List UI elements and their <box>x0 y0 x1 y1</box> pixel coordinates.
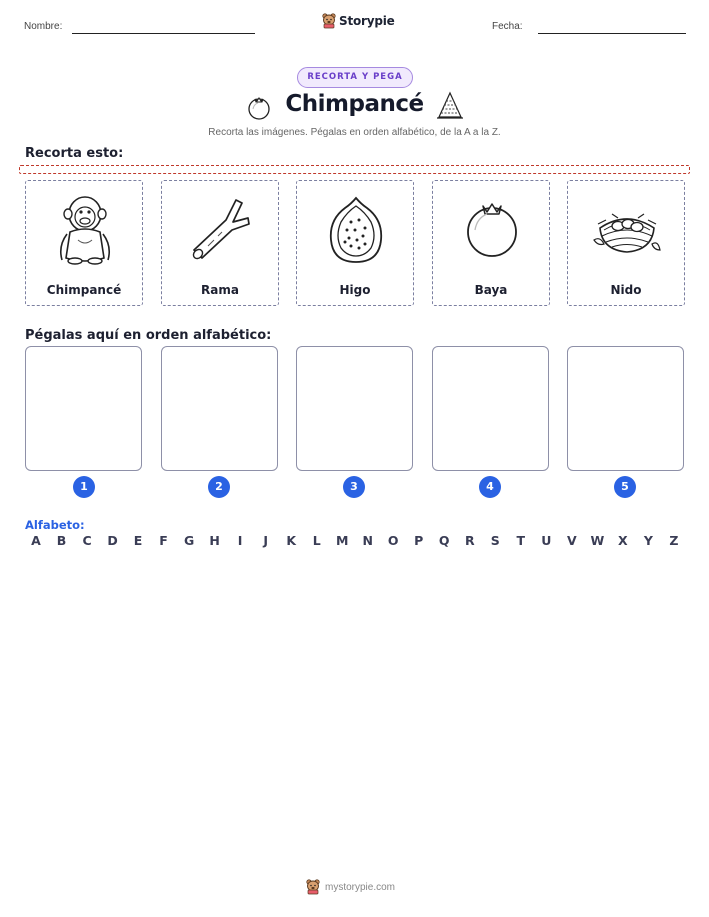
alphabet-letter: O <box>387 533 399 548</box>
alphabet-letter: B <box>56 533 67 548</box>
cut-section-label: Recorta esto: <box>25 146 124 161</box>
storypie-bear-icon <box>306 879 320 895</box>
instructions: Recorta las imágenes. Pégalas en orden alfabético, de la A a la Z. <box>208 127 501 138</box>
alphabet-letter: X <box>618 533 628 548</box>
alphabet-letter: I <box>237 533 243 548</box>
paste-number-3: 3 <box>343 476 365 498</box>
footer-url[interactable]: mystorypie.com <box>325 881 396 893</box>
name-label: Nombre: <box>24 21 63 32</box>
date-field[interactable] <box>538 33 686 34</box>
name-field[interactable] <box>72 33 255 34</box>
chimpanzee-icon <box>50 190 120 270</box>
cut-card-nest[interactable] <box>567 180 685 306</box>
storypie-bear-icon <box>322 13 336 29</box>
paste-box-1[interactable] <box>25 346 142 471</box>
alphabet-letter: L <box>312 533 321 548</box>
worksheet-header <box>0 0 709 45</box>
cut-card-chimpanzee[interactable] <box>25 180 143 306</box>
activity-badge: RECORTA Y PEGA <box>297 67 413 88</box>
paste-number-2: 2 <box>208 476 230 498</box>
card-label: Higo <box>339 283 371 297</box>
alphabet-letter: H <box>209 533 220 548</box>
card-label: Rama <box>201 283 239 297</box>
paste-number-4: 4 <box>479 476 501 498</box>
date-label: Fecha: <box>492 21 523 32</box>
berry-icon <box>457 190 527 270</box>
paste-section-label: Pégalas aquí en orden alfabético: <box>25 328 272 343</box>
branch-icon <box>186 190 256 270</box>
alphabet-letter: U <box>541 533 552 548</box>
alphabet-letter: V <box>566 533 577 548</box>
card-label: Chimpancé <box>46 283 122 297</box>
alphabet-letter: D <box>107 533 118 548</box>
paste-box-3[interactable] <box>296 346 413 471</box>
alphabet-letter: R <box>464 533 475 548</box>
alphabet-letter: Z <box>669 533 679 548</box>
page-title: Chimpancé <box>285 91 424 117</box>
footer <box>306 879 395 895</box>
alphabet-label: Alfabeto: <box>25 518 85 532</box>
alphabet-letter: M <box>335 533 349 548</box>
alphabet-letter: P <box>414 533 424 548</box>
title-row <box>0 91 709 125</box>
card-label: Baya <box>474 283 508 297</box>
fig-icon <box>321 190 391 270</box>
alphabet-letter: S <box>490 533 500 548</box>
alphabet-letter: W <box>590 533 605 548</box>
alphabet-letter: T <box>516 533 526 548</box>
alphabet-letter: G <box>183 533 195 548</box>
paste-box-4[interactable] <box>432 346 549 471</box>
brand-name: Storypie <box>339 14 395 28</box>
alphabet-letter: E <box>133 533 143 548</box>
termite-mound-icon <box>436 91 464 121</box>
paste-number-5: 5 <box>614 476 636 498</box>
alphabet-letter: F <box>159 533 168 548</box>
alphabet-letter: Q <box>438 533 450 548</box>
nest-icon <box>592 190 662 270</box>
paste-box-5[interactable] <box>567 346 684 471</box>
alphabet-letter: Y <box>643 533 653 548</box>
alphabet-letter: K <box>286 533 296 548</box>
alphabet-letter: C <box>82 533 92 548</box>
alphabet-letter: N <box>362 533 373 548</box>
cut-card-fig[interactable] <box>296 180 414 306</box>
cut-card-branch[interactable] <box>161 180 279 306</box>
alphabet-row <box>25 533 685 548</box>
paste-number-1: 1 <box>73 476 95 498</box>
brand-logo <box>322 13 395 29</box>
card-label: Nido <box>610 283 642 297</box>
cut-line <box>19 165 690 174</box>
alphabet-letter: A <box>31 533 41 548</box>
paste-box-2[interactable] <box>161 346 278 471</box>
cut-card-berry[interactable] <box>432 180 550 306</box>
alphabet-letter: J <box>263 533 268 548</box>
